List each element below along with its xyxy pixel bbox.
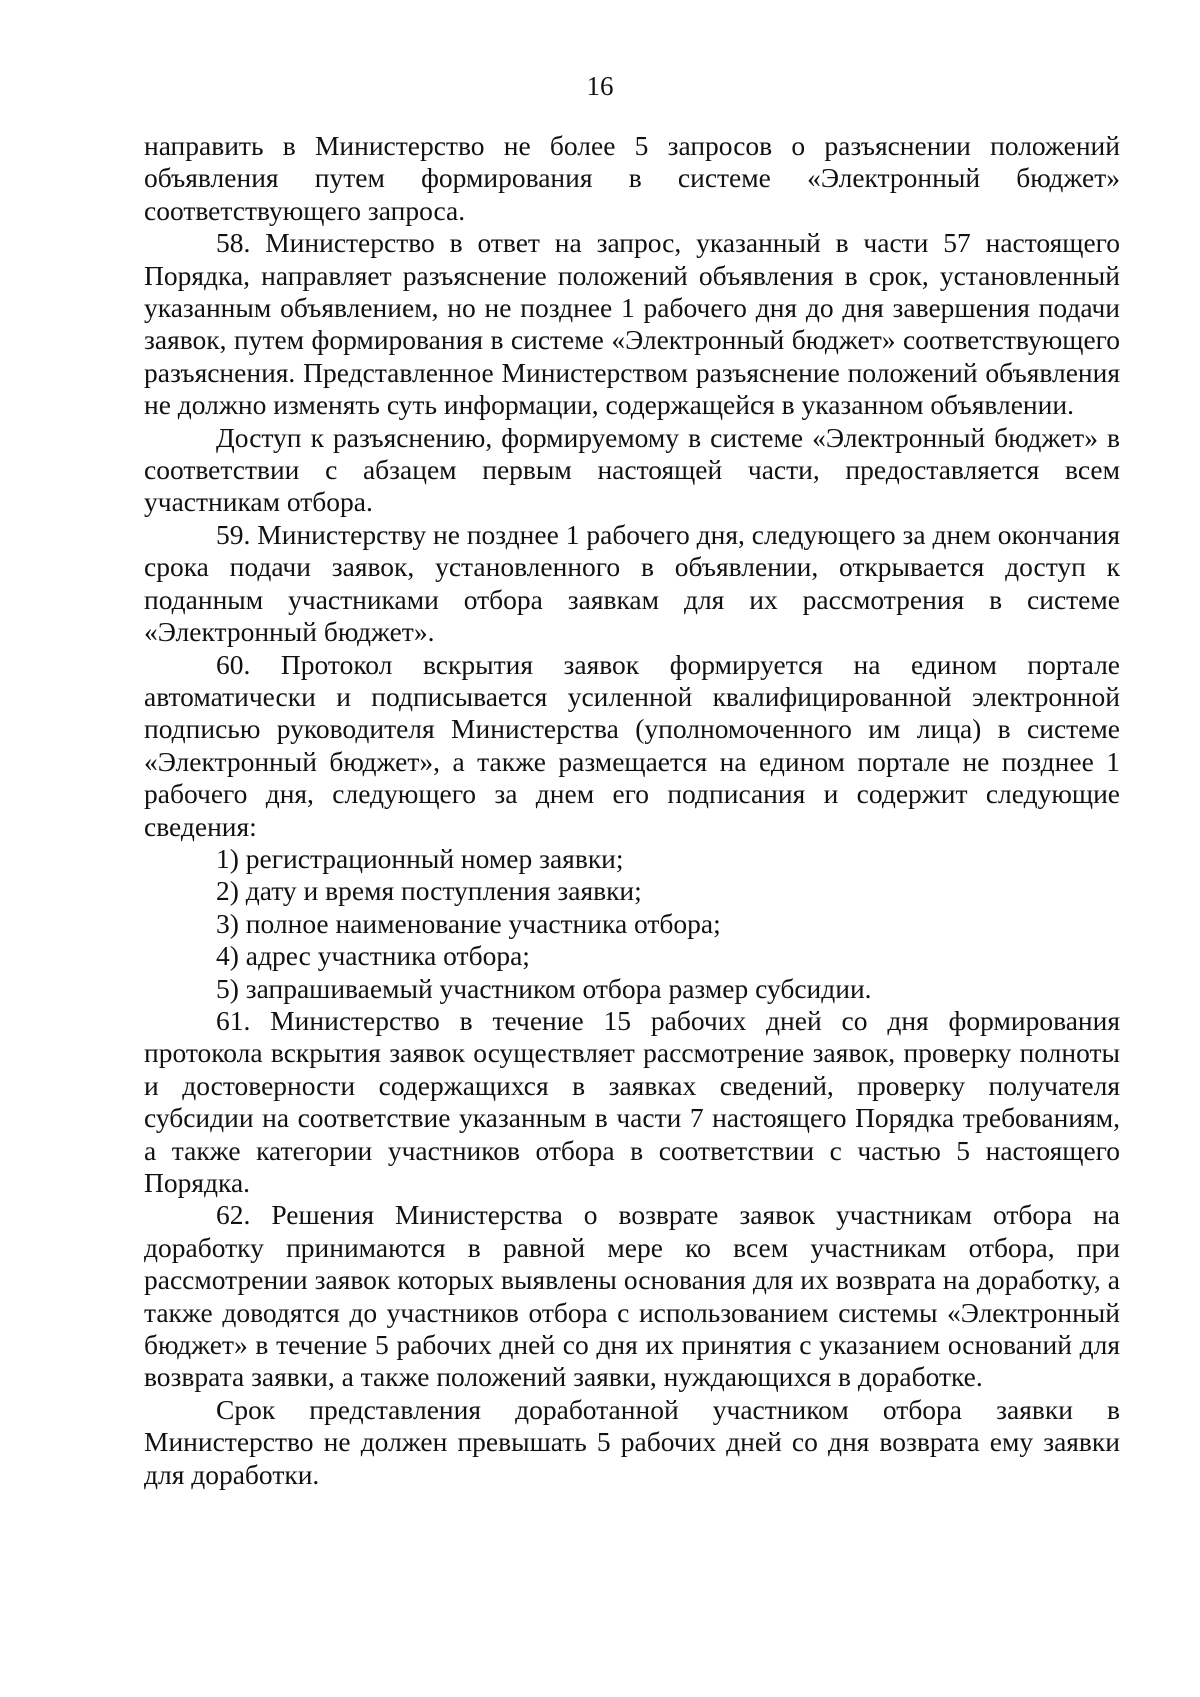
paragraph-continuation: направить в Министерство не более 5 запросов о разъяснении положений объявления путем формирования в системе «Электронный бюджет» соответствующего запроса. (144, 130, 1120, 226)
list-item-3: 3) полное наименование участника отбора; (216, 907, 721, 939)
page-number: 16 (586, 71, 614, 101)
paragraph-59: 59. Министерству не позднее 1 рабочего дня, следующего за днем окончания срока подачи заявок, установленного в объявлении, открывается доступ к поданным участниками отбора заявкам для их рассмотрения в системе «Электронный бюджет». (144, 518, 1120, 648)
list-item-2: 2) дату и время поступления заявки; (216, 875, 642, 907)
paragraph-62: 62. Решения Министерства о возврате заявок участникам отбора на доработку принимаются в равной мере ко всем участникам отбора, при рассмотрении заявок которых выявлены основания для их возврата на доработку, а также доводятся до участников отбора с использованием системы «Электронный бюджет» в течение 5 рабочих дней со дня их принятия с указанием оснований для возврата заявки, а также положений заявки, нуждающихся в доработке. (144, 1199, 1120, 1393)
list-item-4: 4) адрес участника отбора; (216, 940, 530, 972)
paragraph-58-access: Доступ к разъяснению, формируемому в системе «Электронный бюджет» в соответствии с абзацем первым настоящей части, предоставляется всем участникам отбора. (144, 421, 1120, 518)
list-item-5: 5) запрашиваемый участником отбора размер субсидии. (216, 972, 872, 1004)
paragraph-58: 58. Министерство в ответ на запрос, указанный в части 57 настоящего Порядка, направляет разъяснение положений объявления в срок, установленный указанным объявлением, но не позднее 1 рабочего дня до дня завершения подачи заявок, путем формирования в системе «Электронный бюджет» соответствующего разъяснения. Представленное Министерством разъяснение положений объявления не должно изменять суть информации, содержащейся в указанном объявлении. (144, 227, 1120, 421)
paragraph-62-term: Срок представления доработанной участником отбора заявки в Министерство не должен превышать 5 рабочих дней со дня возврата ему заявки для доработки. (144, 1393, 1120, 1490)
list-item-1: 1) регистрационный номер заявки; (216, 842, 624, 874)
paragraph-60: 60. Протокол вскрытия заявок формируется на едином портале автоматически и подписывается усиленной квалифицированной электронной подписью руководителя Министерства (уполномоченного им лица) в системе «Электронный бюджет», а также размещается на едином портале не позднее 1 рабочего дня, следующего за днем его подписания и содержит следующие сведения: (144, 648, 1120, 842)
document-body (144, 130, 1120, 1491)
paragraph-61: 61. Министерство в течение 15 рабочих дней со дня формирования протокола вскрытия заявок осуществляет рассмотрение заявок, проверку полноты и достоверности содержащихся в заявках сведений, проверку получателя субсидии на соответствие указанным в части 7 настоящего Порядка требованиям, а также категории участников отбора в соответствии с частью 5 настоящего Порядка. (144, 1004, 1120, 1198)
